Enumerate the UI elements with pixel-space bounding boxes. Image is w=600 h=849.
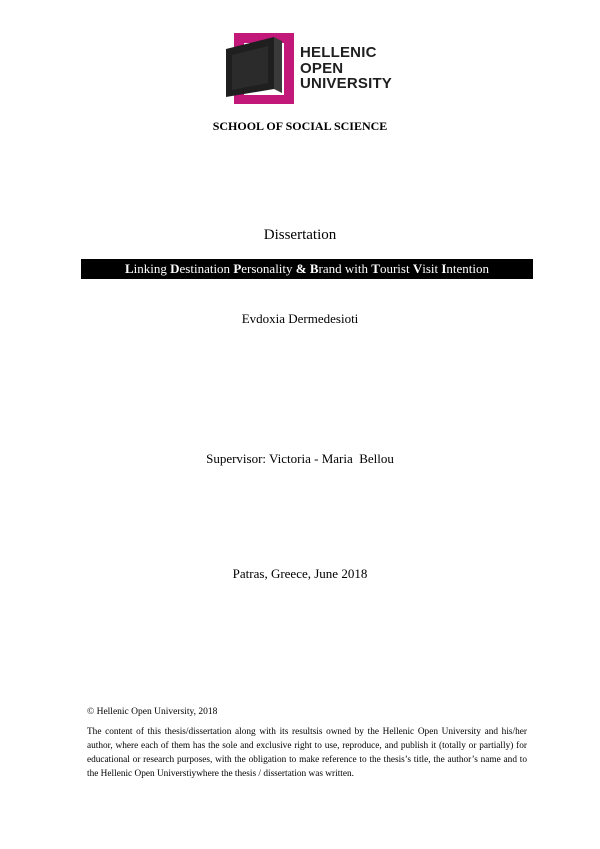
title-seg: & xyxy=(295,261,307,276)
title-seg: rand with xyxy=(318,261,372,276)
author-name: Evdoxia Dermedesioti xyxy=(241,311,359,326)
title-seg: D xyxy=(170,261,180,276)
university-logo xyxy=(224,31,396,107)
logo-line-1: HELLENIC xyxy=(300,44,377,61)
logo-line-3: UNIVERSITY xyxy=(300,75,393,92)
supervisor-line: Supervisor: Victoria - Maria Bellou xyxy=(206,451,394,466)
logo-line-2: OPEN xyxy=(300,59,344,77)
dissertation-title xyxy=(81,259,533,279)
title-seg: V xyxy=(412,261,423,276)
title-seg: L xyxy=(124,261,134,276)
title-seg: estination xyxy=(179,261,234,276)
title-seg: ourist xyxy=(379,261,413,276)
school-heading: SCHOOL OF SOCIAL SCIENCE xyxy=(212,119,388,133)
document-type: Dissertation xyxy=(263,227,337,243)
title-seg: B xyxy=(309,261,319,276)
copyright-notice: The content of this thesis/dissertation along with its resultsis owned by the Hellenic Open University and his/her author, where each of them has the sole and exclusive right to use, reproduce, and publish it (totally or partially) for educational or research purposes, with the obligation to make reference to the thesis’s title, the author’s name and to the Hellenic Open Universtiywhere the thesis / dissertation was written. xyxy=(87,727,527,779)
title-seg: I xyxy=(441,261,447,276)
title-seg: P xyxy=(233,261,242,276)
open-book-logo-icon xyxy=(224,31,296,106)
title-seg: T xyxy=(371,261,380,276)
copyright-line: © Hellenic Open University, 2018 xyxy=(87,707,218,717)
title-seg: ersonality xyxy=(241,261,296,276)
place-date: Patras, Greece, June 2018 xyxy=(232,566,368,581)
title-seg: inking xyxy=(133,261,171,276)
title-seg: ntention xyxy=(446,261,490,276)
logo-wordmark xyxy=(300,45,392,92)
title-seg: isit xyxy=(422,261,442,276)
